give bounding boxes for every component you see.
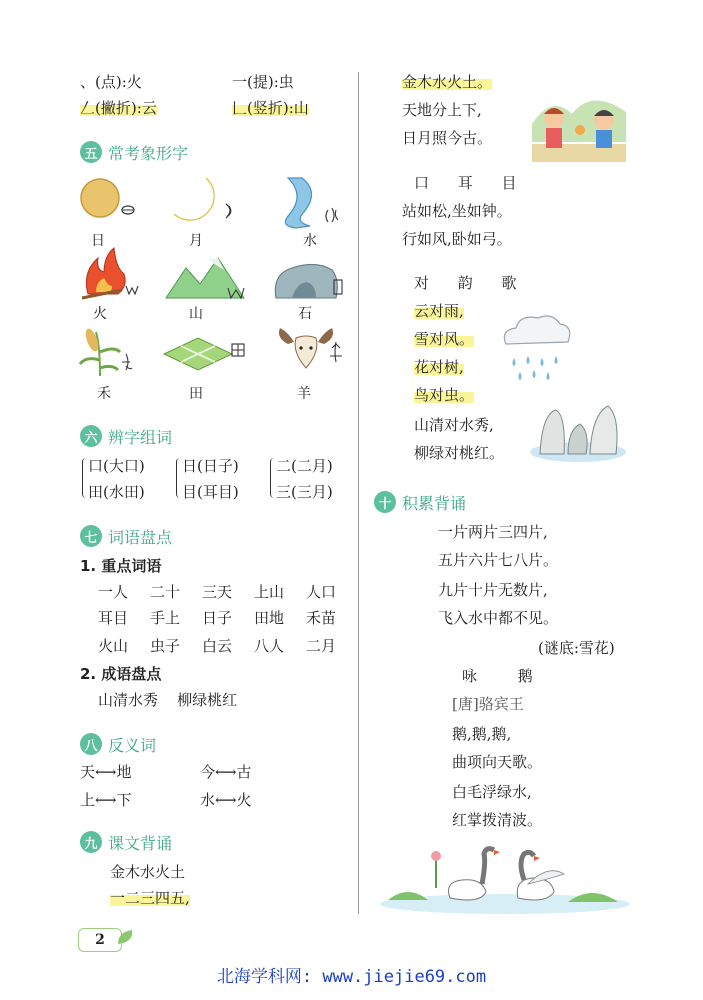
word-pair-top: 二(二月) — [276, 457, 333, 475]
section-title: 课文背诵 — [108, 833, 173, 853]
section-badge: 七 — [80, 525, 102, 547]
char-label: 日 — [91, 233, 105, 249]
poem3-line: 雪对风。 — [414, 330, 475, 348]
water-picture — [285, 178, 338, 228]
word-pair-bottom: 三(三月) — [276, 483, 333, 501]
key-word: 耳目 — [98, 609, 129, 627]
key-word: 田地 — [254, 609, 285, 627]
section-title: 积累背诵 — [402, 493, 467, 513]
brace — [270, 458, 274, 498]
poem-line: 白毛浮绿水, — [452, 783, 532, 801]
moon-picture — [174, 178, 231, 220]
poem2-line: 行如风,卧如弓。 — [402, 230, 512, 248]
poem1-line: 天地分上下, — [402, 101, 482, 119]
section-9-header — [80, 830, 172, 854]
stone-picture — [275, 264, 342, 298]
key-word: 人口 — [306, 583, 337, 601]
poem1-title: 金木水火土 — [110, 863, 186, 881]
poem2-title: 口 耳 目 — [414, 174, 529, 192]
poem1-line: 一二三四五, — [110, 889, 190, 907]
antonym-pair: 水⟷火 — [200, 791, 252, 809]
char-label: 田 — [189, 386, 203, 402]
word-pair-top: 口(大口) — [88, 457, 145, 475]
section-title: 反义词 — [108, 735, 157, 755]
key-word: 二十 — [150, 583, 181, 601]
rain-cloud-illustration — [498, 314, 576, 384]
key-word: 虫子 — [150, 637, 181, 655]
fire-picture — [82, 248, 138, 298]
hills-water-illustration — [528, 396, 628, 464]
key-word: 二月 — [306, 637, 337, 655]
key-word: 八人 — [254, 637, 285, 655]
goat-picture — [279, 328, 342, 368]
poem-line: 曲项向天歌。 — [452, 753, 543, 771]
poem3-line: 云对雨, — [414, 302, 464, 320]
char-label: 禾 — [97, 386, 111, 402]
poem-title: 咏 鹅 — [462, 667, 551, 685]
key-word: 禾苗 — [306, 609, 337, 627]
word-pair-top: 日(日子) — [182, 457, 239, 475]
antonym-pair: 今⟷古 — [200, 763, 252, 781]
key-word: 日子 — [202, 609, 233, 627]
leaf-icon — [116, 928, 136, 946]
char-label: 山 — [189, 306, 203, 322]
mountain-picture — [166, 258, 244, 298]
idioms: 山清水秀 柳绿桃红 — [98, 691, 238, 709]
char-label: 石 — [298, 306, 312, 322]
poem1-line: 金木水火土。 — [402, 73, 493, 91]
key-word: 火山 — [98, 637, 129, 655]
stroke-dot: 、(点):火 — [80, 73, 142, 91]
poem-author: [唐]骆宾王 — [452, 695, 524, 713]
section-badge: 八 — [80, 733, 102, 755]
geese-illustration — [378, 840, 632, 916]
page-number: 2 — [78, 928, 122, 952]
riddle-line: 九片十片无数片, — [438, 581, 548, 599]
subheading-key-words: 1. 重点词语 — [80, 557, 162, 575]
section-badge: 六 — [80, 425, 102, 447]
poem1-line: 日月照今古。 — [402, 129, 493, 147]
antonym-pair: 天⟷地 — [80, 763, 132, 781]
word-pair-bottom: 目(耳目) — [182, 483, 239, 501]
section-badge: 五 — [80, 141, 102, 163]
brace — [82, 458, 86, 498]
sun-picture — [81, 179, 134, 217]
section-title: 词语盘点 — [108, 527, 173, 547]
antonym-pair: 上⟷下 — [80, 791, 132, 809]
poem-line: 红掌拨清波。 — [452, 811, 543, 829]
section-badge: 九 — [80, 831, 102, 853]
char-label: 火 — [93, 306, 107, 322]
section-10-header — [374, 490, 466, 514]
riddle-line: 一片两片三四片, — [438, 523, 548, 541]
key-word: 手上 — [150, 609, 181, 627]
key-word: 上山 — [254, 583, 285, 601]
char-label: 月 — [189, 233, 203, 249]
poem3-line: 柳绿对桃红。 — [414, 444, 505, 462]
key-word: 三天 — [202, 583, 233, 601]
section-7-header — [80, 524, 172, 548]
riddle-line: 五片六片七八片。 — [438, 551, 559, 569]
word-pair-bottom: 田(水田) — [88, 483, 145, 501]
section-title: 常考象形字 — [108, 143, 189, 163]
poem3-line: 山清对水秀, — [414, 416, 494, 434]
stroke-pie-zhe: 𠃋(撇折):云 — [80, 99, 157, 117]
poem3-line: 花对树, — [414, 358, 464, 376]
footer-website: 北海学科网: www.jiejie69.com — [216, 967, 487, 987]
children-illustration — [532, 74, 626, 164]
key-word: 白云 — [202, 637, 233, 655]
brace — [176, 458, 180, 498]
poem3-title: 对 韵 歌 — [414, 274, 529, 292]
stroke-shu-zhe: 𠃊(竖折):山 — [232, 99, 309, 117]
stroke-rise: 一(提):虫 — [232, 73, 294, 91]
section-badge: 十 — [374, 491, 396, 513]
key-word: 一人 — [98, 583, 129, 601]
char-label: 水 — [303, 233, 317, 249]
char-label: 羊 — [297, 386, 311, 402]
grain-picture — [80, 327, 132, 376]
column-divider — [358, 72, 359, 914]
subheading-idioms: 2. 成语盘点 — [80, 665, 162, 683]
pictograph-illustrations — [78, 176, 348, 386]
riddle-answer: (谜底:雪花) — [538, 639, 615, 657]
poem-line: 鹅,鹅,鹅, — [452, 725, 512, 743]
section-5-header — [80, 140, 188, 164]
poem2-line: 站如松,坐如钟。 — [402, 202, 512, 220]
poem3-line: 鸟对虫。 — [414, 386, 475, 404]
section-title: 辨字组词 — [108, 427, 173, 447]
riddle-line: 飞入水中都不见。 — [438, 609, 559, 627]
section-6-header — [80, 424, 172, 448]
field-picture — [164, 338, 244, 370]
section-8-header — [80, 732, 156, 756]
